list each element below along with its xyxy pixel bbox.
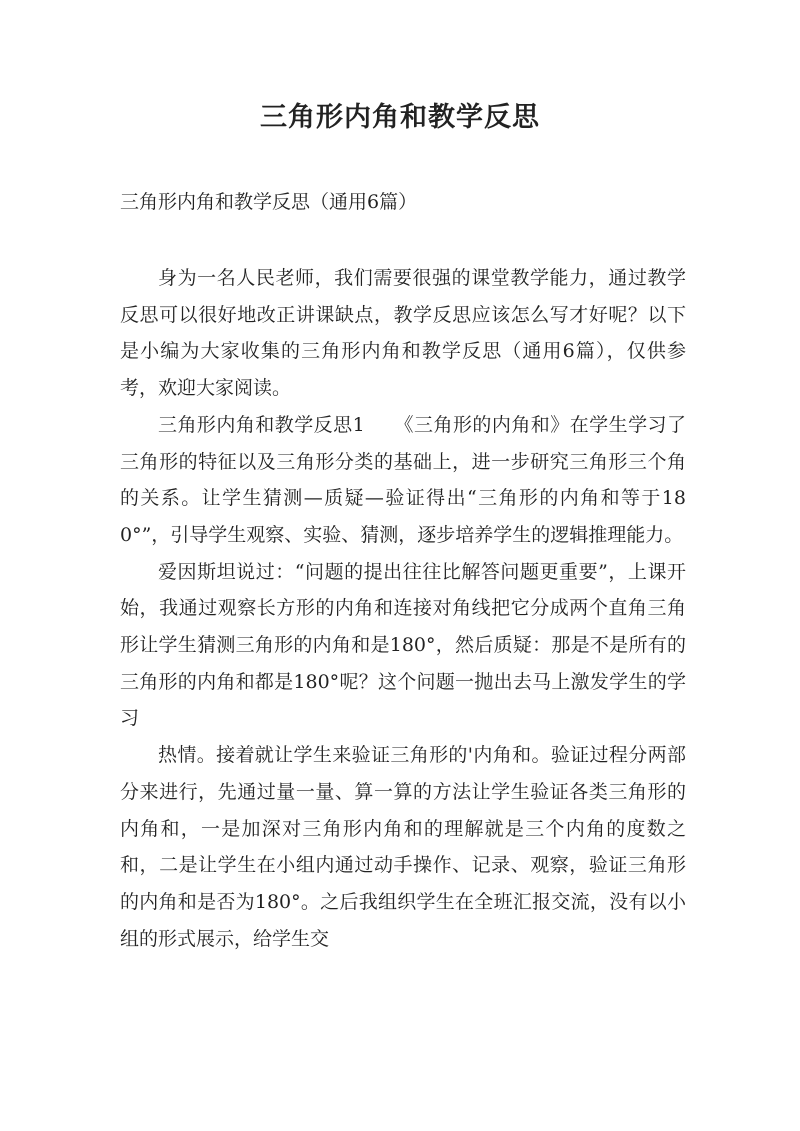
document-title: 三角形内角和教学反思	[260, 102, 540, 133]
paragraph-einstein-quote: 爱因斯坦说过：“问题的提出往往比解答问题更重要”，上课开始，我通过观察长方形的内角和连接对角线把它分成两个直角三角形让学生猜测三角形的内角和是180°，然后质疑：那是不是所有的三角形的内角和都是180°呢？这个问题一抛出去马上激发学生的学习	[120, 560, 686, 730]
paragraph-verification: 热情。接着就让学生来验证三角形的'内角和。验证过程分两部分来进行，先通过量一量、算一算的方法让学生验证各类三角形的内角和，一是加深对三角形内角和的理解就是三个内角的度数之和，二是让学生在小组内通过动手操作、记录、观察，验证三角形的内角和是否为180°。之后我组织学生在全班汇报交流，没有以小组的形式展示，给学生交	[120, 744, 686, 950]
paragraph-intro: 身为一名人民老师，我们需要很强的课堂教学能力，通过教学反思可以很好地改正讲课缺点，教学反思应该怎么写才好呢？以下是小编为大家收集的三角形内角和教学反思（通用6篇），仅供参考，欢迎大家阅读。	[120, 267, 686, 400]
paragraph-reflection-1: 三角形内角和教学反思1 《三角形的内角和》在学生学习了三角形的特征以及三角形分类的基础上，进一步研究三角形三个角的关系。让学生猜测—质疑—验证得出“三角形的内角和等于180°”，引导学生观察、实验、猜测，逐步培养学生的逻辑推理能力。	[120, 413, 686, 546]
document-subtitle: 三角形内角和教学反思（通用6篇）	[120, 191, 418, 213]
document-body	[120, 260, 686, 957]
